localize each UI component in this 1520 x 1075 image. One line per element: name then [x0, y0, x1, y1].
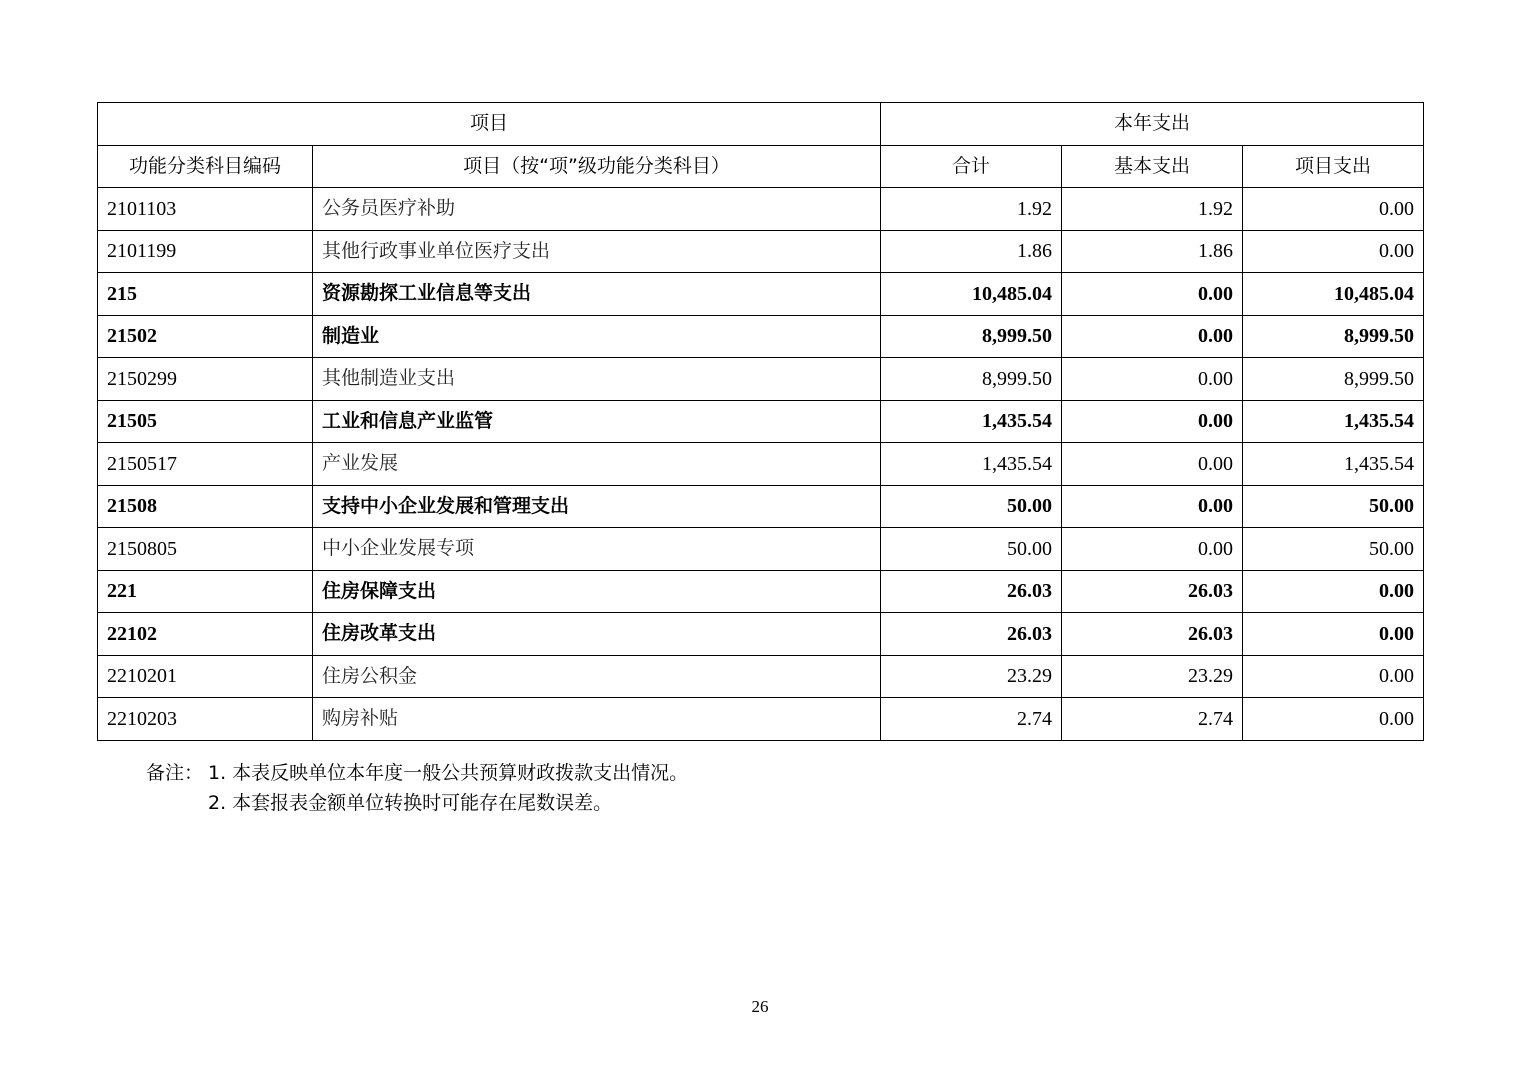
table-row: [98, 613, 1424, 656]
cell-total: 2.74: [881, 698, 1062, 741]
table-row: [98, 358, 1424, 401]
note-line: [146, 758, 688, 788]
cell-project: 0.00: [1243, 698, 1424, 741]
cell-name: 公务员医疗补助: [313, 188, 881, 231]
cell-name: 住房改革支出: [313, 613, 881, 656]
cell-total: 26.03: [881, 613, 1062, 656]
cell-name: 产业发展: [313, 443, 881, 486]
cell-total: 8,999.50: [881, 358, 1062, 401]
table-row: [98, 443, 1424, 486]
cell-basic: 1.86: [1062, 230, 1243, 273]
cell-name: 支持中小企业发展和管理支出: [313, 485, 881, 528]
page-number: 26: [751, 997, 769, 1016]
cell-project: 10,485.04: [1243, 273, 1424, 316]
cell-basic: 2.74: [1062, 698, 1243, 741]
cell-total: 50.00: [881, 485, 1062, 528]
cell-code: 215: [98, 273, 313, 316]
cell-basic: 1.92: [1062, 188, 1243, 231]
column-header-total: 合计: [881, 145, 1062, 188]
cell-total: 1,435.54: [881, 400, 1062, 443]
cell-total: 1.92: [881, 188, 1062, 231]
cell-basic: 26.03: [1062, 613, 1243, 656]
note-line: [146, 788, 688, 818]
cell-code: 2150805: [98, 528, 313, 571]
cell-basic: 23.29: [1062, 655, 1243, 698]
cell-project: 0.00: [1243, 613, 1424, 656]
cell-code: 2101199: [98, 230, 313, 273]
column-header-project: 项目支出: [1243, 145, 1424, 188]
header-project: 项目: [98, 103, 881, 146]
note-item: 1. 本表反映单位本年度一般公共预算财政拨款支出情况。: [208, 762, 689, 784]
cell-project: 0.00: [1243, 230, 1424, 273]
table-row: [98, 528, 1424, 571]
table-body: [98, 188, 1424, 741]
cell-basic: 0.00: [1062, 400, 1243, 443]
expenditure-table: [97, 102, 1424, 741]
column-header-name: 项目（按“项”级功能分类科目）: [313, 145, 881, 188]
cell-project: 1,435.54: [1243, 443, 1424, 486]
cell-total: 50.00: [881, 528, 1062, 571]
cell-basic: 0.00: [1062, 273, 1243, 316]
notes: [146, 758, 688, 818]
table-row: [98, 230, 1424, 273]
cell-code: 21502: [98, 315, 313, 358]
cell-total: 23.29: [881, 655, 1062, 698]
cell-project: 50.00: [1243, 528, 1424, 571]
cell-total: 10,485.04: [881, 273, 1062, 316]
cell-code: 2150299: [98, 358, 313, 401]
note-item: 2. 本套报表金额单位转换时可能存在尾数误差。: [208, 792, 613, 814]
cell-basic: 0.00: [1062, 528, 1243, 571]
cell-name: 其他行政事业单位医疗支出: [313, 230, 881, 273]
cell-total: 1,435.54: [881, 443, 1062, 486]
cell-code: 2101103: [98, 188, 313, 231]
cell-project: 0.00: [1243, 655, 1424, 698]
cell-project: 0.00: [1243, 188, 1424, 231]
cell-total: 8,999.50: [881, 315, 1062, 358]
cell-code: 22102: [98, 613, 313, 656]
cell-project: 50.00: [1243, 485, 1424, 528]
cell-name: 其他制造业支出: [313, 358, 881, 401]
cell-name: 中小企业发展专项: [313, 528, 881, 571]
notes-label: 备注：: [146, 762, 204, 784]
cell-name: 住房公积金: [313, 655, 881, 698]
cell-code: 2210201: [98, 655, 313, 698]
cell-name: 住房保障支出: [313, 570, 881, 613]
cell-basic: 0.00: [1062, 358, 1243, 401]
table-row: [98, 485, 1424, 528]
table-row: [98, 188, 1424, 231]
cell-total: 1.86: [881, 230, 1062, 273]
table-row: [98, 570, 1424, 613]
table-row: [98, 273, 1424, 316]
cell-code: 21505: [98, 400, 313, 443]
table-row: [98, 698, 1424, 741]
header-column-row: [98, 145, 1424, 188]
cell-code: 21508: [98, 485, 313, 528]
cell-name: 资源勘探工业信息等支出: [313, 273, 881, 316]
cell-total: 26.03: [881, 570, 1062, 613]
header-group-row: [98, 103, 1424, 146]
cell-name: 购房补贴: [313, 698, 881, 741]
table-row: [98, 315, 1424, 358]
table-row: [98, 400, 1424, 443]
table-row: [98, 655, 1424, 698]
column-header-code: 功能分类科目编码: [98, 145, 313, 188]
cell-code: 2150517: [98, 443, 313, 486]
cell-project: 1,435.54: [1243, 400, 1424, 443]
cell-project: 8,999.50: [1243, 358, 1424, 401]
cell-basic: 0.00: [1062, 485, 1243, 528]
cell-name: 制造业: [313, 315, 881, 358]
cell-code: 221: [98, 570, 313, 613]
cell-name: 工业和信息产业监管: [313, 400, 881, 443]
cell-basic: 0.00: [1062, 443, 1243, 486]
cell-basic: 0.00: [1062, 315, 1243, 358]
header-current-year-expenditure: 本年支出: [881, 103, 1424, 146]
cell-project: 0.00: [1243, 570, 1424, 613]
column-header-basic: 基本支出: [1062, 145, 1243, 188]
cell-project: 8,999.50: [1243, 315, 1424, 358]
cell-code: 2210203: [98, 698, 313, 741]
cell-basic: 26.03: [1062, 570, 1243, 613]
